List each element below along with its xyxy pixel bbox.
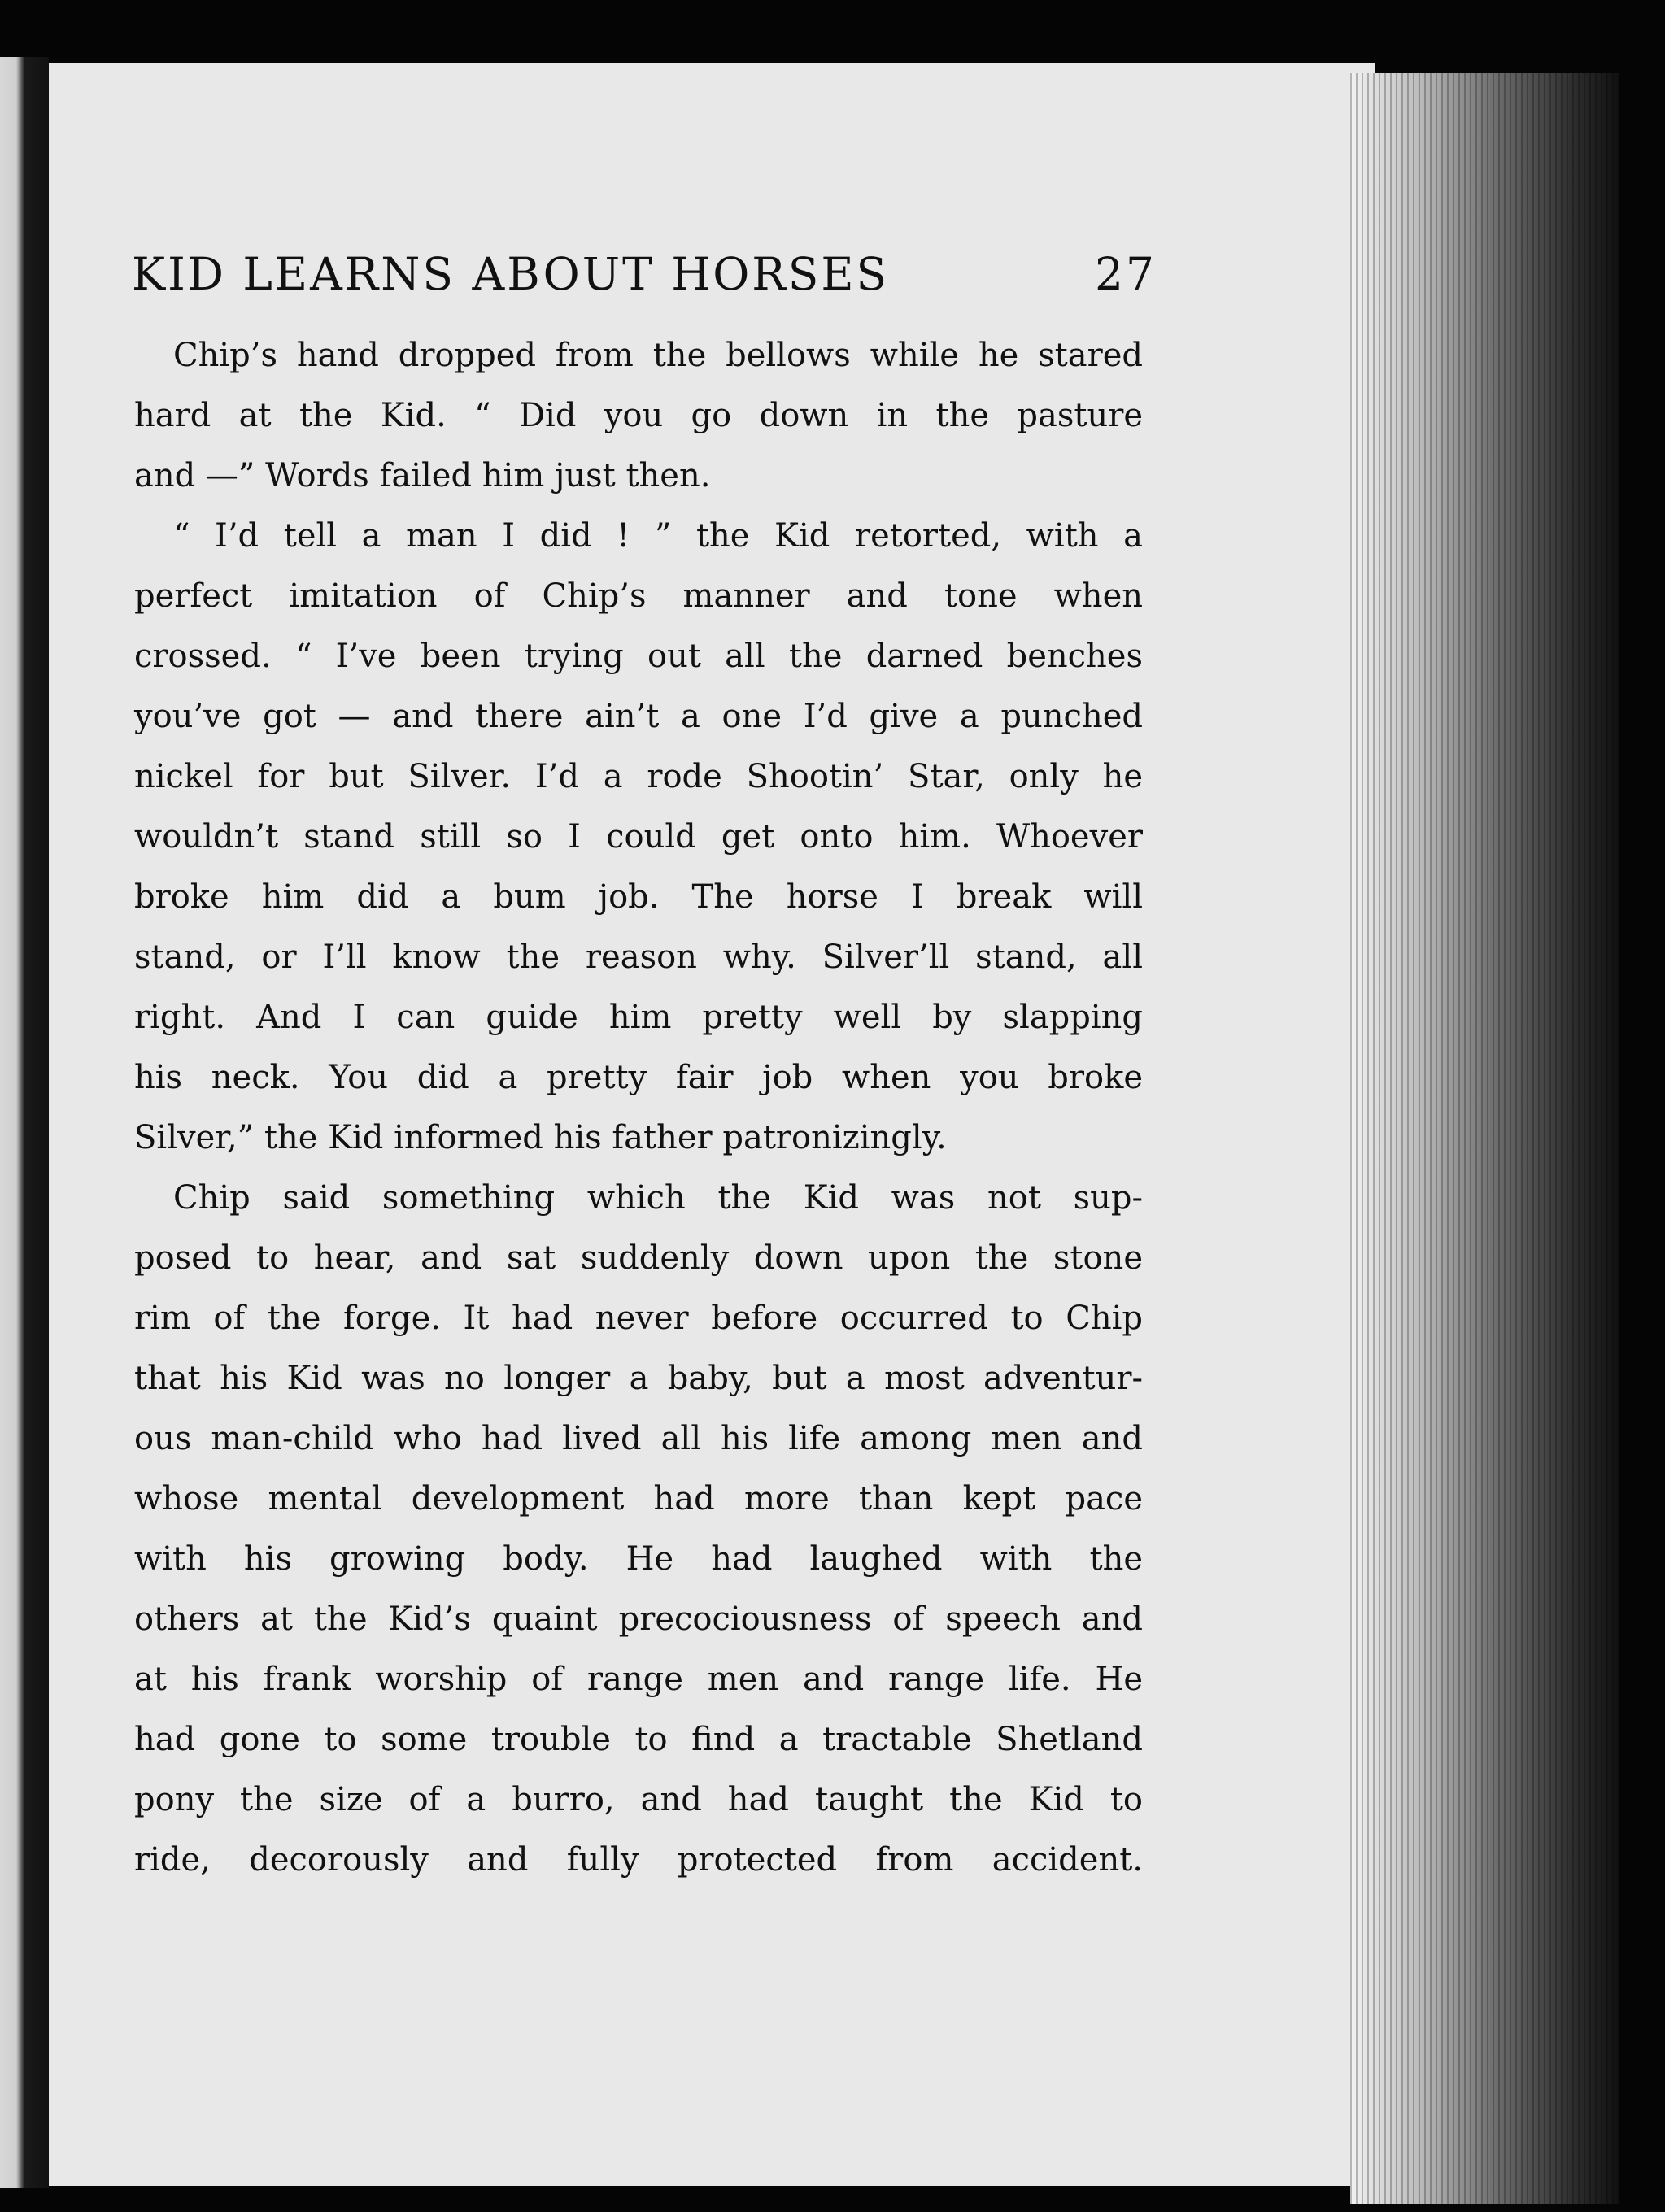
text-line: with his growing body. He had laughed with the	[134, 1540, 1143, 1578]
left-page-edge	[0, 57, 49, 2188]
text-line: hard at the Kid. “ Did you go down in the pasture	[134, 397, 1143, 434]
text-line: wouldn’t stand still so I could get onto him. Whoever	[134, 818, 1143, 856]
text-line: that his Kid was no longer a baby, but a most adventur-	[134, 1360, 1143, 1397]
text-line: stand, or I’ll know the reason why. Silver’ll stand, all	[134, 938, 1143, 976]
text-line: his neck. You did a pretty fair job when you broke	[134, 1059, 1143, 1096]
text-line: and —” Words failed him just then.	[134, 457, 711, 494]
page-number: 27	[1095, 248, 1157, 300]
page-fore-edge	[1350, 73, 1619, 2204]
text-line: Chip’s hand dropped from the bellows while he stared	[173, 337, 1143, 374]
text-line: perfect imitation of Chip’s manner and tone when	[134, 577, 1143, 615]
text-line: others at the Kid’s quaint precociousness of speech and	[134, 1600, 1143, 1638]
text-line: had gone to some trouble to find a tractable Shetland	[134, 1721, 1143, 1758]
text-line: ous man-child who had lived all his life among men and	[134, 1420, 1143, 1457]
text-line: whose mental development had more than kept pace	[134, 1480, 1143, 1517]
body-text	[134, 325, 1143, 1890]
text-line: at his frank worship of range men and range life. He	[134, 1661, 1143, 1698]
text-line: posed to hear, and sat suddenly down upon the stone	[134, 1239, 1143, 1277]
running-header	[132, 237, 1157, 311]
text-line: nickel for but Silver. I’d a rode Shootin’ Star, only he	[134, 758, 1143, 795]
text-line: Silver,” the Kid informed his father patronizingly.	[134, 1119, 947, 1156]
text-line: crossed. “ I’ve been trying out all the darned benches	[134, 638, 1143, 675]
text-line: right. And I can guide him pretty well by slapping	[134, 999, 1143, 1036]
text-line: broke him did a bum job. The horse I break will	[134, 878, 1143, 916]
text-line: pony the size of a burro, and had taught the Kid to	[134, 1781, 1143, 1818]
text-line: you’ve got — and there ain’t a one I’d give a punched	[134, 698, 1143, 735]
text-line: Chip said something which the Kid was not sup-	[173, 1179, 1143, 1217]
text-line: “ I’d tell a man I did ! ” the Kid retorted, with a	[173, 517, 1143, 555]
running-title: KID LEARNS ABOUT HORSES	[132, 248, 890, 300]
text-line: rim of the forge. It had never before occurred to Chip	[134, 1300, 1143, 1337]
text-line: ride, decorously and fully protected from accident.	[134, 1841, 1143, 1879]
